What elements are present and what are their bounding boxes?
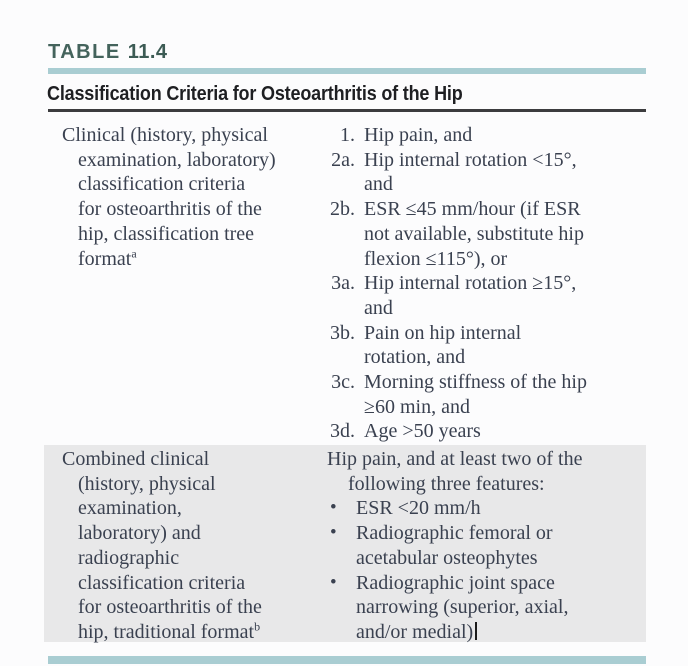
item-number: 2b. [330, 198, 355, 221]
text-line [356, 620, 568, 645]
text-line: acetabular osteophytes [356, 546, 538, 569]
text-line: Hip pain, and at least two of the [327, 448, 583, 470]
text-cursor [475, 622, 477, 640]
item-number: 3d. [330, 420, 355, 443]
text-line: and [364, 173, 393, 196]
criteria-description-2 [62, 447, 262, 645]
list-item [322, 123, 587, 148]
text-line-base: hip, traditional format [78, 620, 255, 643]
criteria-description-1 [62, 123, 276, 271]
text-line: narrowing (superior, axial, [356, 596, 569, 619]
text-line: Hip internal rotation ≥15°, [364, 272, 577, 295]
text-line: Radiographic femoral or [356, 522, 553, 545]
table-label [48, 41, 168, 64]
text-line: flexion ≤115°), or [364, 247, 508, 270]
list-item [322, 148, 587, 197]
header-rule [48, 109, 646, 112]
criteria-list-1 [322, 123, 587, 444]
text-line: classification criteria [78, 571, 246, 594]
list-item [322, 370, 587, 419]
text-line: laboratory) and [78, 522, 201, 545]
accent-rule-top [48, 68, 646, 74]
text-line: for osteoarthritis of the [78, 198, 262, 221]
text-line-base: format [78, 247, 132, 270]
text-line: radiographic [78, 546, 180, 569]
accent-rule-bottom [48, 656, 646, 664]
text-line: Clinical (history, physical [62, 124, 268, 146]
text-line: rotation, and [364, 346, 466, 369]
list-item [322, 321, 587, 370]
text-line: ≥60 min, and [364, 395, 470, 418]
text-line [62, 620, 262, 645]
text-line: Pain on hip internal [364, 321, 522, 344]
bullet-icon: • [330, 522, 337, 544]
text-line: hip, classification tree [78, 222, 255, 245]
bullet-icon: • [330, 497, 337, 519]
text-line: Hip pain, and [364, 124, 473, 146]
text-line: not available, substitute hip [364, 222, 584, 245]
item-number: 3a. [331, 272, 355, 295]
text-line: Age >50 years [364, 420, 481, 443]
list-item [330, 521, 583, 570]
footnote-marker-b: b [254, 619, 261, 634]
list-item [322, 271, 587, 320]
footnote-marker-a: a [131, 245, 137, 260]
text-line [62, 247, 276, 272]
list-item [330, 571, 583, 645]
bullet-icon: • [330, 571, 337, 593]
list-item [322, 419, 587, 444]
text-line: Radiographic joint space [356, 571, 555, 594]
list-item [330, 496, 583, 521]
item-number: 1. [340, 124, 355, 146]
text-line: and [364, 296, 393, 319]
text-line: examination, [78, 497, 182, 520]
item-number: 2a. [331, 148, 355, 171]
text-line: examination, laboratory) [78, 148, 276, 171]
table-label-number: 11.4 [127, 41, 168, 63]
text-line: classification criteria [78, 173, 246, 196]
text-line: for osteoarthritis of the [78, 596, 262, 619]
text-line: Combined clinical [62, 448, 210, 470]
text-line-base: and/or medial) [356, 620, 474, 643]
text-line: ESR ≤45 mm/hour (if ESR [364, 198, 581, 221]
item-number: 3c. [331, 371, 355, 394]
list-item [322, 197, 587, 271]
text-line: (history, physical [78, 472, 216, 495]
text-line: Morning stiffness of the hip [364, 371, 587, 394]
text-line: Hip internal rotation <15°, [364, 148, 577, 171]
criteria-list-2 [327, 447, 583, 645]
item-number: 3b. [330, 321, 355, 344]
table-title: Classification Criteria for Osteoarthritis of the Hip [47, 83, 463, 105]
table-label-word: TABLE [48, 41, 121, 63]
text-line: ESR <20 mm/h [356, 497, 481, 520]
text-line: following three features: [348, 472, 545, 495]
